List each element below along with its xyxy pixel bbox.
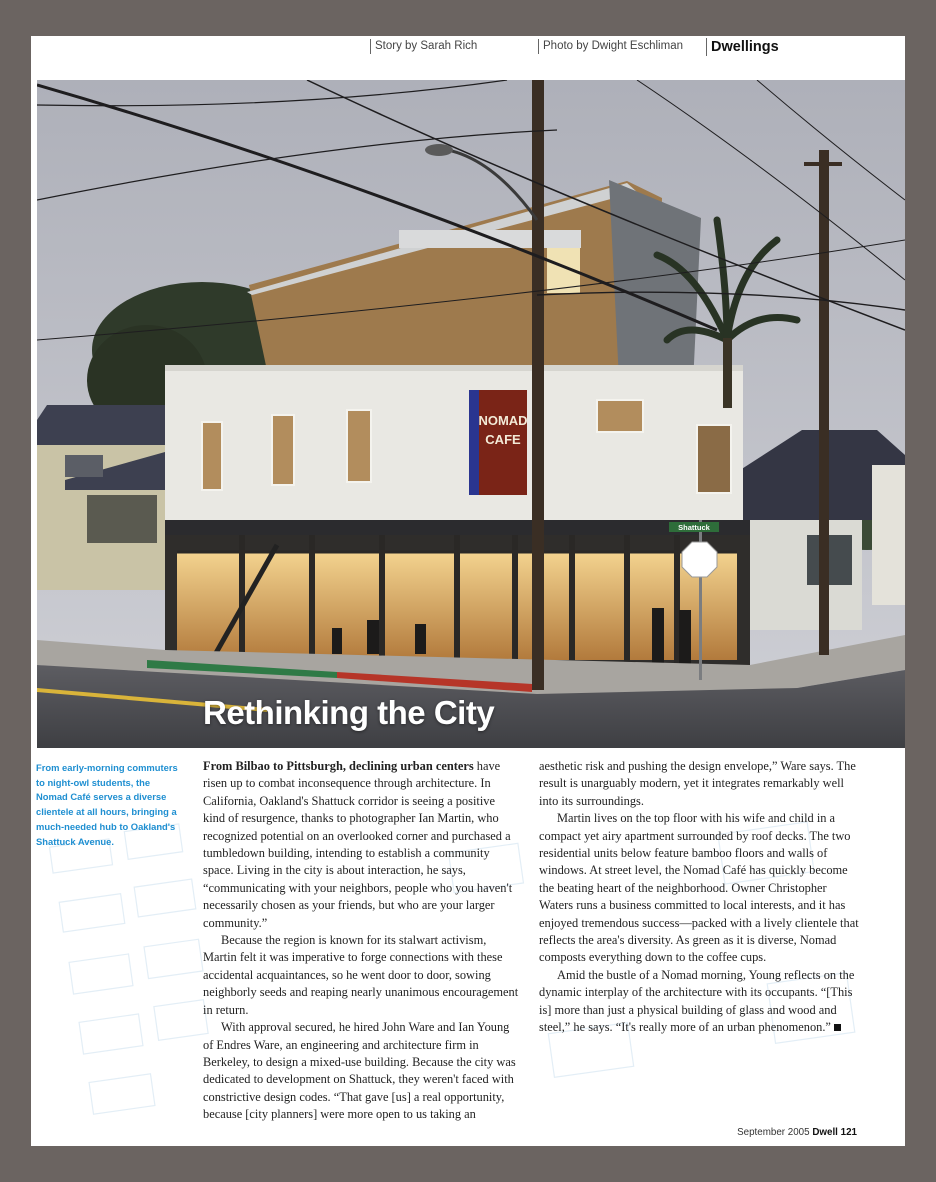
sign-line-1: NOMAD <box>478 413 528 428</box>
credits-bar <box>31 36 905 80</box>
photo-credit: Photo by Dwight Eschliman <box>538 39 683 54</box>
page-folio <box>737 1127 857 1138</box>
magazine-page <box>31 36 905 1146</box>
nomad-cafe-sign <box>469 390 528 495</box>
paragraph-3-continued: aesthetic risk and pushing the design envelope,” Ware says. The result is unarguably modern, yet it integrates remarkably well into its surroundings. <box>539 759 856 808</box>
paragraph-1-body: have risen up to combat inconsequence through architecture. In California, Oakland's Shattuck corridor is seeing a positive kind of resurgence, thanks to photographer Ian Martin, who recognized potential on an overlooked corner and purchased a tumbledown building, intending to establish a community space. Living in the city is about interaction, he says, “communicating with your neighbors, people who you haven't necessarily chosen as your friends, but who are your larger community.” <box>203 759 513 930</box>
section-label: Dwellings <box>706 38 779 56</box>
photo-caption: From early-morning commuters to night-owl students, the Nomad Café serves a diverse clientele at all hours, bringing a much-needed hub to Oakland's Shattuck Avenue. <box>36 762 178 847</box>
paragraph-4: Martin lives on the top floor with his wife and child in a compact yet airy apartment surrounded by roof decks. The two residential units below feature bamboo floors and walls of windows. At street level, the Nomad Café has quickly become the beating heart of the neighborhood. Owner Christopher Waters runs a business committed to local interests, and it has enjoyed tremendous success—packed with a lively clientele that reflects the area's diversity. As green as it is diverse, Nomad composts everything down to the coffee cups. <box>539 811 859 965</box>
paragraph-5: Amid the bustle of a Nomad morning, Young reflects on the dynamic interplay of the architecture with its occupants. “[This is] more than just a physical building of glass and wood and steel,” he says. “It's really more of an urban phenomenon.” <box>539 967 855 1035</box>
article-headline: Rethinking the City <box>203 694 495 731</box>
page-number: 121 <box>840 1127 857 1138</box>
paragraph-3: With approval secured, he hired John Ware and Ian Young of Endres Ware, an engineering and architecture firm in Berkeley, to design a mixed-use building. Because the city was dedicated to development on Shattuck, they weren't faced with constrictive design codes. “That gave [us] a real opportunity, because [city planners] were more open to us taking an <box>203 1020 516 1122</box>
story-credit: Story by Sarah Rich <box>370 39 477 54</box>
street-sign-label: Shattuck <box>678 523 710 532</box>
lead-in: From Bilbao to Pittsburgh, declining urban centers <box>203 759 474 773</box>
paragraph-1 <box>203 758 519 932</box>
article-column-2 <box>539 758 861 1037</box>
end-mark-icon <box>834 1024 841 1031</box>
article-column-1 <box>203 758 519 1124</box>
feature-photo <box>37 80 905 748</box>
paragraph-2: Because the region is known for its stalwart activism, Martin felt it was imperative to forge connections with these accidental acquaintances, so he went door to door, sowing neighborly seeds and reaping nearly unanimous encouragement in return. <box>203 933 519 1017</box>
issue-date: September 2005 <box>737 1127 810 1138</box>
sign-line-2: CAFE <box>485 432 521 447</box>
cafe-building-illustration <box>37 80 905 748</box>
magazine-name: Dwell <box>812 1127 838 1138</box>
